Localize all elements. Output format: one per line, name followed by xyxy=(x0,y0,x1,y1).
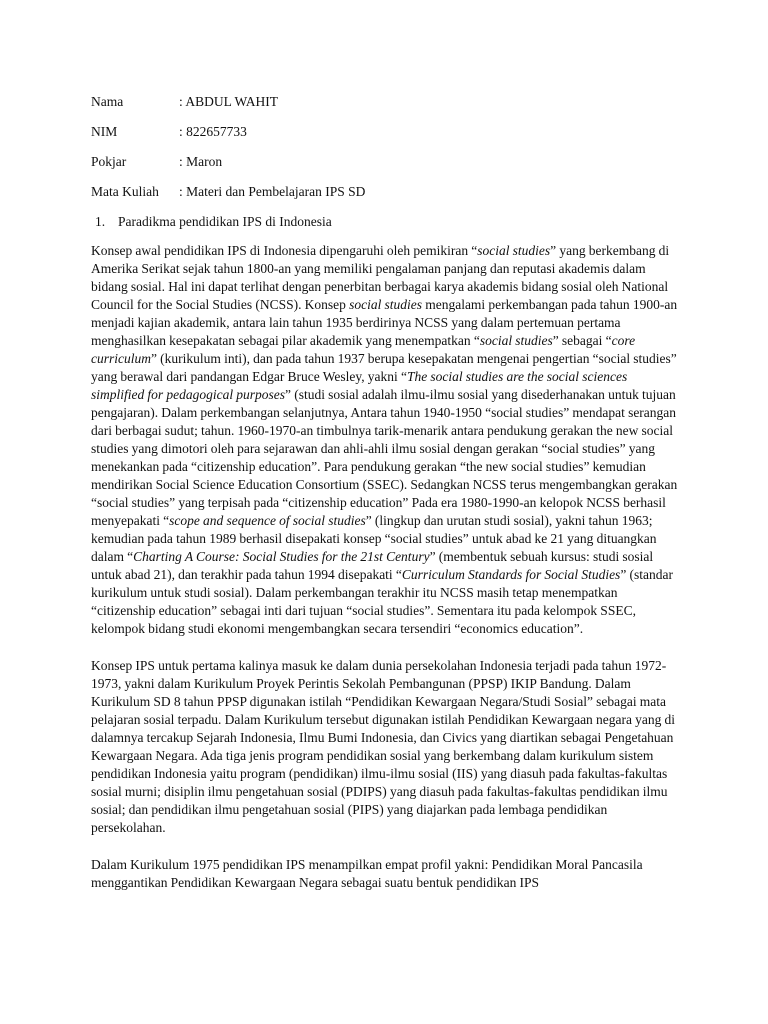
italic-run: scope and sequence of social studies xyxy=(169,513,366,528)
field-label: Nama xyxy=(91,94,124,109)
italic-run: The social studies are the social sciences simplified for pedagogical purposes xyxy=(91,369,628,402)
italic-run: core curriculum xyxy=(91,333,636,366)
section-heading xyxy=(91,213,681,231)
section-title: Paradikma pendidikan IPS di Indonesia xyxy=(118,214,332,229)
text-run: ” (membentuk sebuah kursus: studi sosial untuk abad 21), dan terakhir pada tahun 1994 disepakati “ xyxy=(91,549,654,582)
paragraph-3: Dalam Kurikulum 1975 pendidikan IPS menampilkan empat profil yakni: Pendidikan Moral Pancasila menggantikan Pendidikan Kewargaan Negara sebagai suatu bentuk pendidikan IPS xyxy=(91,857,643,890)
italic-run: social studies xyxy=(349,297,423,312)
field-label: NIM xyxy=(91,124,118,139)
field-value: : Materi dan Pembelajaran IPS SD xyxy=(179,184,366,199)
field-pokjar xyxy=(91,153,681,171)
text-run: ” sebagai “ xyxy=(552,333,612,348)
italic-run: social studies xyxy=(479,333,553,348)
field-label: Mata Kuliah xyxy=(91,184,159,199)
field-value: : Maron xyxy=(179,154,223,169)
text-run: ” (standar kurikulum untuk studi sosial). Dalam perkembangan terakhir itu NCSS masih tetap menempatkan “citizenship education” sebagai inti dari tujuan “social studies”. Sementara itu pada kelompok SSEC, kelompok bidang studi ekonomi mengembangkan secara tersendiri “economics education”. xyxy=(91,567,673,636)
paragraph-1 xyxy=(91,242,681,638)
field-value: : 822657733 xyxy=(179,124,247,139)
section-number: 1. xyxy=(95,214,106,229)
field-nama xyxy=(91,93,681,111)
field-nim xyxy=(91,123,681,141)
italic-run: Curriculum Standards for Social Studies xyxy=(401,567,621,582)
italic-run: Charting A Course: Social Studies for the 21st Century xyxy=(133,549,430,564)
text-run: ” yang berkembang di Amerika Serikat sejak tahun 1800-an yang memiliki pengalaman panjang dan reputasi akademis dalam bidang sosial. Hal ini dapat terlihat dengan penerbitan berbagai karya akademis bidang sosial oleh National Council for the Social Studies (NCSS). Konsep xyxy=(91,243,670,312)
document-page xyxy=(91,93,681,911)
italic-run: social studies xyxy=(477,243,551,258)
field-label: Pokjar xyxy=(91,154,127,169)
text-run: Konsep awal pendidikan IPS di Indonesia dipengaruhi oleh pemikiran “ xyxy=(91,243,478,258)
field-mata-kuliah xyxy=(91,183,681,201)
text-run: ” (studi sosial adalah ilmu-ilmu sosial yang disederhanakan untuk tujuan pengajaran). Dalam perkembangan selanjutnya, Antara tahun 1940-1950 “social studies” mendapat serangan dari berbagai sudut; tahun. 1960-1970-an timbulnya tarik-menarik antara pendukung gerakan the new social studies yang dimotori oleh para sejarawan dan ahli-ahli ilmu sosial dengan gerakan “social studies” yang menekankan pada “citizenship education”. Para pendukung gerakan “the new social studies” kemudian mendirikan Social Science Education Consortium (SSEC). Sedangkan NCSS terus mengembangkan gerakan “social studies” yang terpisah pada “citizenship education” Pada era 1980-1990-an kelopok NCSS berhasil menyepakati “ xyxy=(91,387,678,528)
paragraph-2: Konsep IPS untuk pertama kalinya masuk ke dalam dunia persekolahan Indonesia terjadi pada tahun 1972-1973, yakni dalam Kurikulum Proyek Perintis Sekolah Pembangunan (PPSP) IKIP Bandung. Dalam Kurikulum SD 8 tahun PPSP digunakan istilah “Pendidikan Kewargaan Negara/Studi Sosial” sebagai mata pelajaran sosial terpadu. Dalam Kurikulum tersebut digunakan istilah Pendidikan Kewargaan negara yang di dalamnya tercakup Sejarah Indonesia, Ilmu Bumi Indonesia, dan Civics yang diartikan sebagai Pengetahuan Kewargaan Negara. Ada tiga jenis program pendidikan sosial yang berkembang dalam kurikulum sistem pendidikan Indonesia yaitu program (pendidikan) ilmu-ilmu sosial (IIS) yang diasuh pada fakultas-fakultas sosial murni; disiplin ilmu pengetahuan sosial (PDIPS) yang diasuh pada fakultas-fakultas pendidikan ilmu sosial; dan pendidikan ilmu pengetahuan sosial (PIPS) yang diajarkan pada lembaga pendidikan persekolahan. xyxy=(91,658,676,835)
text-run: mengalami perkembangan pada tahun 1900-an menjadi kajian akademik, antara lain tahun 1935 berdirinya NCSS yang dalam pertemuan pertama menghasilkan kesepakatan sebagai pilar akademik yang menempatkan “ xyxy=(91,297,678,348)
text-run: ” (lingkup dan urutan studi sosial), yakni tahun 1963; kemudian pada tahun 1989 berhasil disepakati konsep “social studies” untuk abad ke 21 yang dituangkan dalam “ xyxy=(91,513,657,564)
field-value: : ABDUL WAHIT xyxy=(179,94,278,109)
text-run: ” (kurikulum inti), dan pada tahun 1937 berupa kesepakatan mengenai pengertian “social studies” yang berawal dari pandangan Edgar Bruce Wesley, yakni “ xyxy=(91,351,677,384)
